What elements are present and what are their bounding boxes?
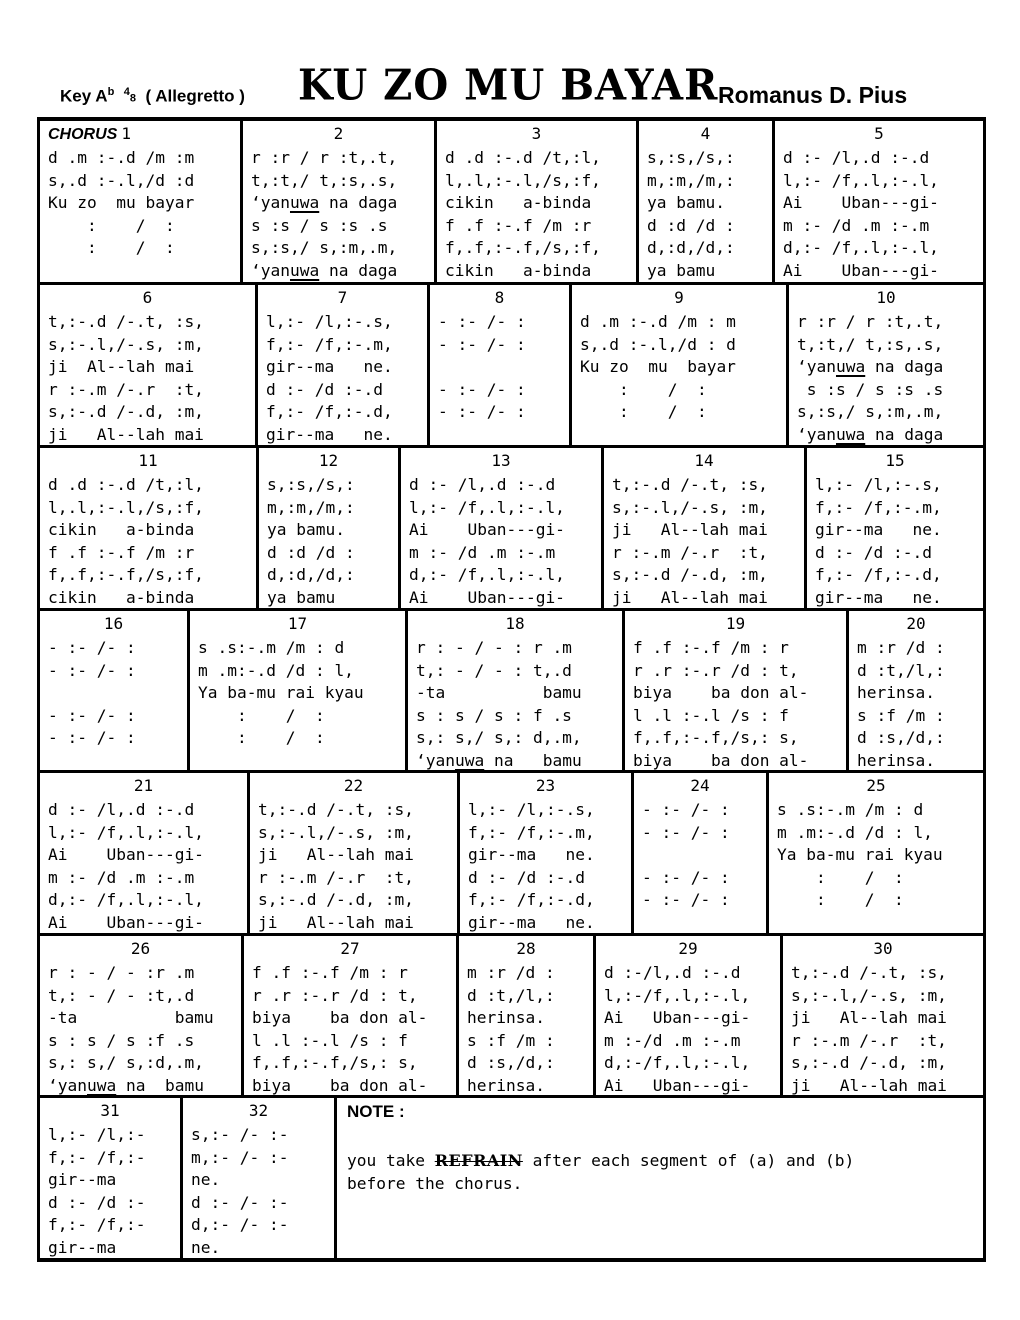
notation-line: f .f :-.f /m :r	[48, 542, 195, 562]
measure-number-value: 1	[121, 124, 131, 143]
notation-line: f,:- /f,:-	[48, 1215, 146, 1235]
lyric-line: gir--ma ne.	[266, 357, 393, 377]
lyric-line: ‘yanuwa na daga	[251, 261, 398, 280]
notation-line: m :r /d :	[467, 963, 555, 982]
measure-1	[40, 121, 243, 285]
measure-8	[430, 285, 572, 448]
notation-line: l,:- /l,:-.s,	[468, 800, 595, 819]
score-row	[40, 611, 983, 773]
notation-line: t,:-.d /-.t, :s,	[48, 312, 204, 331]
notation-line: l,.l,:-.l,/s,:f,	[48, 497, 204, 517]
measure-number: 25	[866, 776, 886, 795]
measure-number: 7	[337, 288, 348, 307]
lyric-line: Ai Uban---gi-	[48, 913, 204, 932]
notation-line: - :- /- :	[438, 334, 526, 354]
notation-line: m :- /d .m :-.m	[409, 542, 556, 562]
lyric-line: gir--ma ne.	[815, 520, 942, 540]
measure-number: 6	[142, 288, 153, 307]
notation-line: l,:- /l,:-.s,	[266, 312, 393, 331]
notation-line: f,:- /f,:-.m,	[266, 334, 393, 354]
measure-number: 22	[343, 776, 364, 795]
lyric-line: biya ba don al-	[252, 1076, 428, 1095]
lyric-line: ji Al--lah mai	[258, 913, 414, 932]
lyric-line: cikin a-binda	[445, 261, 592, 280]
notation-line: t,: - / - : t,.d	[416, 660, 572, 680]
measure-number: 18	[505, 614, 525, 633]
notation-line: d :-/l,.d :-.d	[604, 963, 741, 982]
notation-line: r :-.m /-.r :t,	[258, 867, 414, 887]
measure-number: 4	[700, 124, 711, 143]
measure-19	[625, 611, 849, 773]
notation-line: d :t,/l,:	[857, 660, 945, 680]
lyric-line: Ai Uban---gi-	[409, 520, 565, 540]
measure-number: 29	[678, 939, 698, 958]
notation-line: s,:-.d /-.d, :m,	[791, 1053, 947, 1073]
notation-line: : / :	[198, 728, 325, 748]
underline-mark: uwa	[454, 751, 485, 770]
notation-line: s,:-.d /-.d, :m,	[612, 565, 768, 585]
notation-line: s,.d :-.l,/d :d	[48, 170, 195, 190]
notation-line: r :-.m /-.r :t,	[791, 1030, 947, 1050]
lyric-line: ji Al--lah mai	[258, 845, 414, 865]
measure-number: 28	[516, 939, 536, 958]
lyric-line: ne.	[191, 1238, 221, 1257]
notation-line: t,:-.d /-.t, :s,	[791, 963, 947, 982]
notation-line: d :s,/d,:	[467, 1053, 555, 1073]
notation-line: d :- /l,.d :-.d	[409, 475, 556, 494]
notation-line: d,:- /- :-	[191, 1215, 289, 1235]
notation-line: - :- /- :	[642, 800, 730, 819]
notation-line: s :s / s :s .s	[797, 379, 944, 399]
notation-line: s :f /m :	[467, 1030, 555, 1050]
lyric-line: ya bamu.	[647, 193, 725, 213]
notation-line: s,:s,/s,:	[647, 148, 735, 167]
measure-number: 10	[876, 288, 896, 307]
lyric-line: Ku zo mu bayar	[48, 193, 195, 213]
lyric-line: Ai Uban---gi-	[409, 588, 565, 607]
notation-line: m :- /d .m :-.m	[48, 867, 195, 887]
notation-line: d :- /d :-.d	[468, 867, 585, 887]
measure-number: 11	[138, 451, 158, 470]
notation-line: d :d /d :	[647, 215, 735, 235]
notation-line: d .d :-.d /t,:l,	[48, 475, 204, 494]
notation-line: - :- /- :	[642, 890, 730, 910]
lyric-line: ‘yanuwa na bamu	[416, 751, 582, 770]
lyric-line: -ta bamu	[416, 683, 582, 703]
measure-number: 32	[248, 1101, 269, 1120]
notation-line: d,:-/f,.l,:-.l,	[604, 1053, 751, 1073]
lyric-line: gir--ma ne.	[266, 425, 393, 444]
notation-line: l,:- /f,.l,:-.l,	[48, 822, 204, 842]
underline-mark: uwa	[835, 425, 866, 444]
notation-line: s,:-.l,/-.s, :m,	[612, 497, 768, 517]
notation-line: - :- /- :	[48, 638, 136, 657]
notation-line: f,:- /f,:-.d,	[815, 565, 942, 585]
lyric-line: Ai Uban---gi-	[783, 193, 939, 213]
notation-line: d :- /l,.d :-.d	[783, 148, 930, 167]
notation-line: - :- /- :	[48, 705, 136, 725]
notation-line: d,:- /f,.l,:-.l,	[783, 238, 939, 258]
page-header	[60, 62, 980, 118]
score-row	[40, 448, 983, 611]
notation-line: f,.f,:-.f,/s,:f,	[48, 565, 204, 585]
score-row	[40, 936, 983, 1098]
lyric-line: ne.	[191, 1170, 221, 1190]
notation-line: s : s / s : f .s	[416, 705, 572, 725]
lyric-line: ‘yanuwa na daga	[797, 357, 944, 377]
measure-27	[244, 936, 459, 1098]
notation-line: m,:- /- :-	[191, 1147, 289, 1167]
measure-number: 9	[674, 288, 684, 307]
notation-line: d,:d,/d,:	[267, 565, 355, 585]
lyric-line: ji Al--lah mai	[612, 588, 768, 607]
notation-line: m,:m,/m,:	[647, 170, 735, 190]
notation-line: s,:s,/ s,:m,.m,	[251, 238, 398, 258]
underline-mark: uwa	[289, 261, 320, 280]
lyric-line: ya bamu	[267, 588, 336, 607]
notation-line: f,:- /f,:-.d,	[266, 402, 393, 422]
measure-3	[437, 121, 639, 285]
notation-line: s :f /m :	[857, 705, 945, 725]
notation-line: r :-.m /-.r :t,	[612, 542, 768, 562]
lyric-line: biya ba don al-	[252, 1008, 428, 1028]
notation-line: t,:-.d /-.t, :s,	[258, 800, 414, 819]
notation-line: l,:-/f,.l,:-.l,	[604, 985, 751, 1005]
measure-29	[596, 936, 783, 1098]
measure-number: 16	[103, 614, 124, 633]
score-row	[40, 121, 983, 285]
notation-line: d,:- /f,.l,:-.l,	[48, 890, 204, 910]
underline-mark: uwa	[86, 1076, 117, 1095]
measure-32	[183, 1098, 337, 1262]
notation-line: : / :	[777, 890, 904, 910]
notation-line: r .r :-.r /d : t,	[633, 660, 799, 680]
measure-11	[40, 448, 259, 611]
score-grid	[37, 117, 986, 1262]
measure-4	[639, 121, 775, 285]
notation-line: s .s:-.m /m : d	[198, 638, 345, 657]
notation-line: r .r :-.r /d : t,	[252, 985, 418, 1005]
notation-line: r : - / - :r .m	[48, 963, 195, 982]
notation-line: d :- /l,.d :-.d	[48, 800, 195, 819]
notation-line: d .m :-.d /m :m	[48, 148, 195, 167]
notation-line: d :- /d :-.d	[815, 542, 932, 562]
notation-line: s,: s,/ s,:d,.m,	[48, 1053, 204, 1073]
notation-line: : / :	[198, 705, 325, 725]
measure-16	[40, 611, 190, 773]
measure-31	[40, 1098, 183, 1262]
notation-line: l .l :-.l /s : f	[633, 705, 789, 725]
notation-line: d .d :-.d /t,:l,	[445, 148, 601, 167]
notation-line: l,:- /f,.l,:-.l,	[409, 497, 565, 517]
notation-line: m :- /d .m :-.m	[783, 215, 930, 235]
lyric-line: ‘yanuwa na daga	[797, 425, 944, 444]
measure-number: 19	[725, 614, 746, 633]
measure-number: 8	[494, 288, 505, 307]
notation-line: r :r / r :t,.t,	[251, 148, 398, 167]
notation-line: d,:- /f,.l,:-.l,	[409, 565, 565, 585]
measure-26	[40, 936, 244, 1098]
lyric-line: ji Al--lah mai	[48, 425, 204, 444]
lyric-line: biya ba don al-	[633, 751, 809, 770]
notation-line: s,: s,/ s,: d,.m,	[416, 728, 582, 748]
notation-line: f,.f,:-.f,/s,:f,	[445, 238, 601, 258]
notation-line: s,:-.d /-.d, :m,	[258, 890, 414, 910]
notation-line: : / :	[48, 215, 175, 235]
score-row	[40, 773, 983, 936]
notation-line: : / :	[48, 238, 175, 258]
notation-line: f,:- /f,:-	[48, 1147, 146, 1167]
measure-number: 24	[690, 776, 710, 795]
notation-line: s,:-.d /-.d, :m,	[48, 402, 204, 422]
notation-line: m .m:-.d /d : l,	[777, 822, 933, 842]
measure-number: 30	[873, 939, 893, 958]
song-title: KU ZO MU BAYAR	[298, 60, 719, 111]
notation-line: - :- /- :	[642, 867, 730, 887]
notation-line: f .f :-.f /m : r	[633, 638, 789, 657]
measure-14	[604, 448, 807, 611]
notation-line: s,:-.l,/-.s, :m,	[48, 334, 204, 354]
lyric-line: -ta bamu	[48, 1008, 214, 1028]
notation-line: d .m :-.d /m : m	[580, 312, 736, 331]
lyric-line: ya bamu	[647, 261, 716, 280]
note-text: you take REFRAIN after each segment of (a) and (b) before the chorus.	[347, 1151, 855, 1193]
notation-line: d :- /d :-.d	[266, 379, 383, 399]
lyric-line: Ai Uban---gi-	[604, 1008, 751, 1028]
notation-line: d :- /- :-	[191, 1192, 289, 1212]
notation-line: l .l :-.l /s : f	[252, 1030, 408, 1050]
lyric-line: Ku zo mu bayar	[580, 357, 736, 377]
measure-18	[408, 611, 625, 773]
measure-number: 27	[340, 939, 360, 958]
notation-line: s .s:-.m /m : d	[777, 800, 924, 819]
measure-number: 12	[318, 451, 339, 470]
lyric-line: ji Al--lah mai	[48, 357, 195, 377]
lyric-line: biya ba don al-	[633, 683, 809, 703]
lyric-line: Ya ba-mu rai kyau	[198, 683, 364, 703]
refrain-word: REFRAIN	[434, 1151, 523, 1170]
notation-line: f,:- /f,:-.m,	[468, 822, 595, 842]
tempo-marking: ( Allegretto )	[145, 86, 245, 106]
lyric-line: Ya ba-mu rai kyau	[777, 845, 943, 865]
lyric-line: gir--ma	[48, 1170, 117, 1190]
notation-line: s,:-.l,/-.s, :m,	[258, 822, 414, 842]
measure-30	[783, 936, 983, 1098]
notation-line: r :r / r :t,.t,	[797, 312, 944, 331]
measure-number: 5	[874, 124, 884, 143]
lyric-line: ji Al--lah mai	[791, 1076, 947, 1095]
measure-7	[258, 285, 430, 448]
notation-line: - :- /- :	[438, 312, 526, 331]
notation-line: s,:-.l,/-.s, :m,	[791, 985, 947, 1005]
lyric-line: ‘yanuwa na bamu	[48, 1076, 204, 1095]
notation-line: t,:t,/ t,:s,.s,	[797, 334, 944, 354]
measure-17	[190, 611, 408, 773]
notation-line: f,:- /f,:-.d,	[468, 890, 595, 910]
measure-15	[807, 448, 983, 611]
notation-line: s,:s,/ s,:m,.m,	[797, 402, 944, 422]
notation-line: s : s / s :f .s	[48, 1030, 195, 1050]
measure-9	[572, 285, 789, 448]
measure-20	[849, 611, 983, 773]
measure-number: 23	[535, 776, 556, 795]
measure-5	[775, 121, 983, 285]
lyric-line: gir--ma ne.	[815, 588, 942, 607]
lyric-line: herinsa.	[467, 1076, 545, 1095]
lyric-line: ya bamu.	[267, 520, 345, 540]
measure-number: 15	[885, 451, 905, 470]
measure-number: 17	[287, 614, 308, 633]
measure-25	[769, 773, 983, 936]
notation-line: t,:-.d /-.t, :s,	[612, 475, 768, 494]
notation-line: f .f :-.f /m : r	[252, 963, 408, 982]
lyric-line: ji Al--lah mai	[612, 520, 768, 540]
notation-line: d :- /d :-	[48, 1192, 146, 1212]
measure-number: 13	[491, 451, 511, 470]
notation-line: d :d /d :	[267, 542, 355, 562]
notation-line: t,:t,/ t,:s,.s,	[251, 170, 398, 190]
notation-line: d :s,/d,:	[857, 728, 945, 748]
lyric-line: herinsa.	[857, 683, 935, 703]
notation-line: - :- /- :	[48, 660, 136, 680]
notation-line: m :-/d .m :-.m	[604, 1030, 741, 1050]
measure-number: 31	[100, 1101, 120, 1120]
notation-line: r :-.m /-.r :t,	[48, 379, 204, 399]
notation-line: t,: - / - :t,.d	[48, 985, 195, 1005]
notation-line: - :- /- :	[438, 379, 526, 399]
notation-line: : / :	[580, 379, 707, 399]
notation-line: r : - / - : r .m	[416, 638, 572, 657]
notation-line: f,.f,:-.f,/s,: s,	[252, 1053, 418, 1073]
lyric-line: Ai Uban---gi-	[604, 1076, 751, 1095]
notation-line: s :s / s :s .s	[251, 215, 388, 235]
measure-23	[460, 773, 634, 936]
lyric-line: gir--ma ne.	[468, 845, 595, 865]
notation-line: m,:m,/m,:	[267, 497, 355, 517]
measure-6	[40, 285, 258, 448]
score-row	[40, 1098, 983, 1262]
notation-line: f,.f,:-.f,/s,: s,	[633, 728, 799, 748]
lyric-line: gir--ma ne.	[468, 913, 595, 932]
lyric-line: cikin a-binda	[445, 193, 592, 213]
notation-line: s,:- /- :-	[191, 1125, 289, 1144]
composer: Romanus D. Pius	[718, 82, 908, 108]
notation-line: - :- /- :	[642, 822, 730, 842]
lyric-line: cikin a-binda	[48, 520, 195, 540]
measure-12	[259, 448, 401, 611]
underline-mark: uwa	[835, 357, 866, 377]
notation-line: - :- /- :	[48, 728, 136, 748]
measure-number: 3	[531, 124, 542, 143]
lyric-line: gir--ma	[48, 1238, 117, 1257]
lyric-line: ji Al--lah mai	[791, 1008, 947, 1028]
measure-28	[459, 936, 596, 1098]
notation-line: l,:- /l,:-.s,	[815, 475, 942, 494]
notation-line: l,.l,:-.l,/s,:f,	[445, 170, 601, 190]
measure-21	[40, 773, 250, 936]
measure-number: 26	[130, 939, 151, 958]
measure-22	[250, 773, 460, 936]
note-title: NOTE :	[347, 1102, 405, 1121]
measure-2	[243, 121, 437, 285]
measure-13	[401, 448, 604, 611]
notation-line: : / :	[777, 867, 904, 887]
notation-line: m .m:-.d /d : l,	[198, 660, 354, 680]
notation-line: - :- /- :	[438, 402, 526, 422]
notation-line: s,.d :-.l,/d : d	[580, 334, 736, 354]
notation-line: l,:- /l,:-	[48, 1125, 146, 1144]
measure-number: 14	[694, 451, 714, 470]
measure-number: 21	[133, 776, 154, 795]
underline-mark: uwa	[289, 193, 320, 213]
lyric-line: Ai Uban---gi-	[783, 261, 939, 280]
notation-line: f .f :-.f /m :r	[445, 215, 592, 235]
measure-number	[48, 124, 243, 144]
chorus-label: CHORUS	[48, 126, 118, 143]
lyric-line: ‘yanuwa na daga	[251, 193, 398, 213]
lyric-line: Ai Uban---gi-	[48, 845, 204, 865]
key-signature: Key $A^b$ $^4$8 ( Allegretto )	[60, 86, 245, 106]
measure-10	[789, 285, 983, 448]
notation-line: d :t,/l,:	[467, 985, 555, 1005]
notation-line: m :r /d :	[857, 638, 945, 657]
notation-line: f,:- /f,:-.m,	[815, 497, 942, 517]
measure-number: 2	[333, 124, 344, 143]
measure-number: 20	[906, 614, 926, 633]
notation-line: d,:d,/d,:	[647, 238, 735, 258]
notation-line: : / :	[580, 402, 707, 422]
notation-line: l,:- /f,.l,:-.l,	[783, 170, 939, 190]
score-row	[40, 285, 983, 448]
note-box	[337, 1098, 983, 1262]
lyric-line: cikin a-binda	[48, 588, 195, 607]
lyric-line: herinsa.	[467, 1008, 545, 1028]
lyric-line: herinsa.	[857, 751, 935, 770]
notation-line: s,:s,/s,:	[267, 475, 355, 494]
measure-24	[634, 773, 769, 936]
